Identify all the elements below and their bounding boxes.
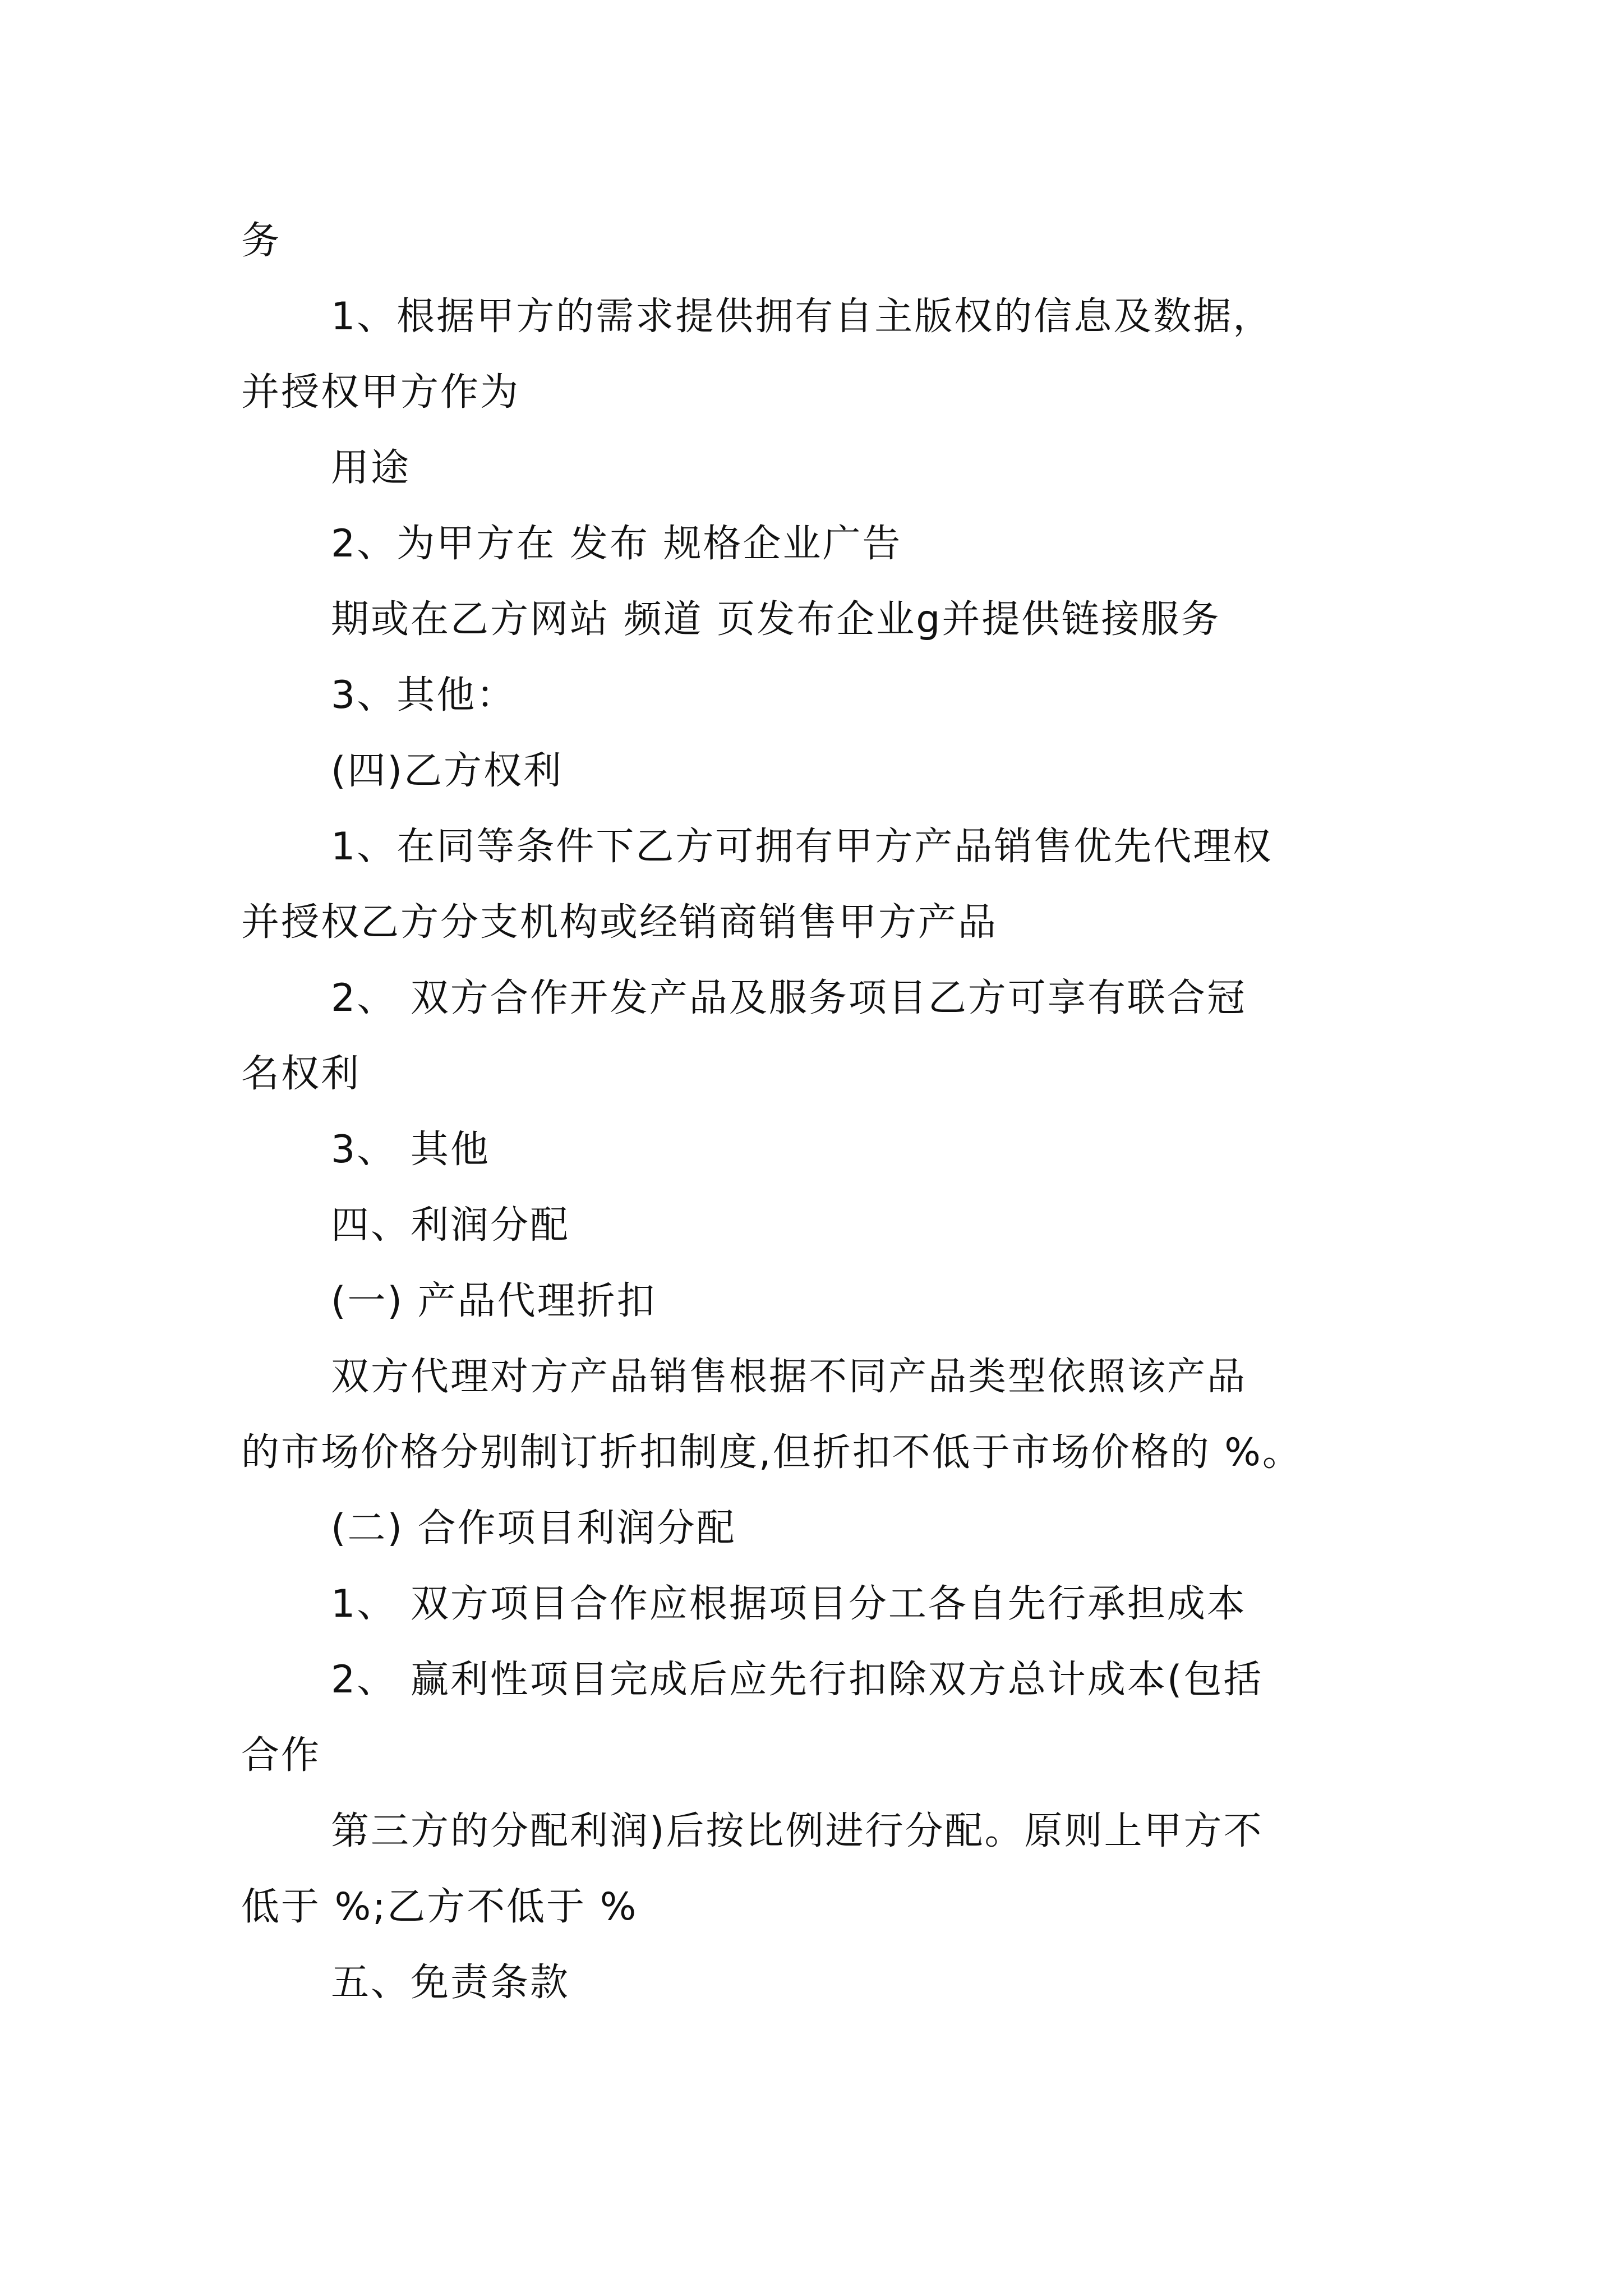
text-line: 1、 双方项目合作应根据项目分工各自先行承担成本	[331, 1582, 1247, 1626]
text-line: 2、 赢利性项目完成后应先行扣除双方总计成本(包括	[331, 1658, 1264, 1702]
section-heading: (二) 合作项目利润分配	[331, 1506, 736, 1550]
text-line: 3、其他：	[331, 673, 517, 717]
text-line: 期或在乙方网站 频道 页发布企业g并提供链接服务	[331, 597, 1221, 642]
text-line: 的市场价格分别制订折扣制度,但折扣不低于市场价格的 %。	[241, 1430, 1302, 1475]
section-heading: 四、利润分配	[331, 1203, 570, 1248]
section-heading: (四)乙方权利	[331, 749, 564, 793]
text-line: 用途	[331, 446, 411, 490]
section-heading: (一) 产品代理折扣	[331, 1279, 657, 1323]
text-line: 合作	[241, 1733, 321, 1778]
text-line: 1、在同等条件下乙方可拥有甲方产品销售优先代理权	[331, 825, 1273, 869]
text-line: 1、根据甲方的需求提供拥有自主版权的信息及数据，	[331, 295, 1273, 339]
text-line: 务	[241, 219, 282, 263]
text-line: 低于 %;乙方不低于 %	[241, 1885, 638, 1929]
section-heading: 五、免责条款	[331, 1961, 570, 2005]
text-line: 名权利	[241, 1052, 361, 1096]
text-line: 并授权甲方作为	[241, 370, 520, 415]
text-line: 3、 其他	[331, 1128, 490, 1172]
text-line: 第三方的分配利润)后按比例进行分配。原则上甲方不	[331, 1809, 1264, 1853]
text-line: 2、 双方合作开发产品及服务项目乙方可享有联合冠	[331, 976, 1247, 1020]
text-line: 2、为甲方在 发布 规格企业广告	[331, 522, 902, 566]
text-line: 并授权乙方分支机构或经销商销售甲方产品	[241, 900, 998, 945]
text-line: 双方代理对方产品销售根据不同产品类型依照该产品	[331, 1355, 1247, 1399]
